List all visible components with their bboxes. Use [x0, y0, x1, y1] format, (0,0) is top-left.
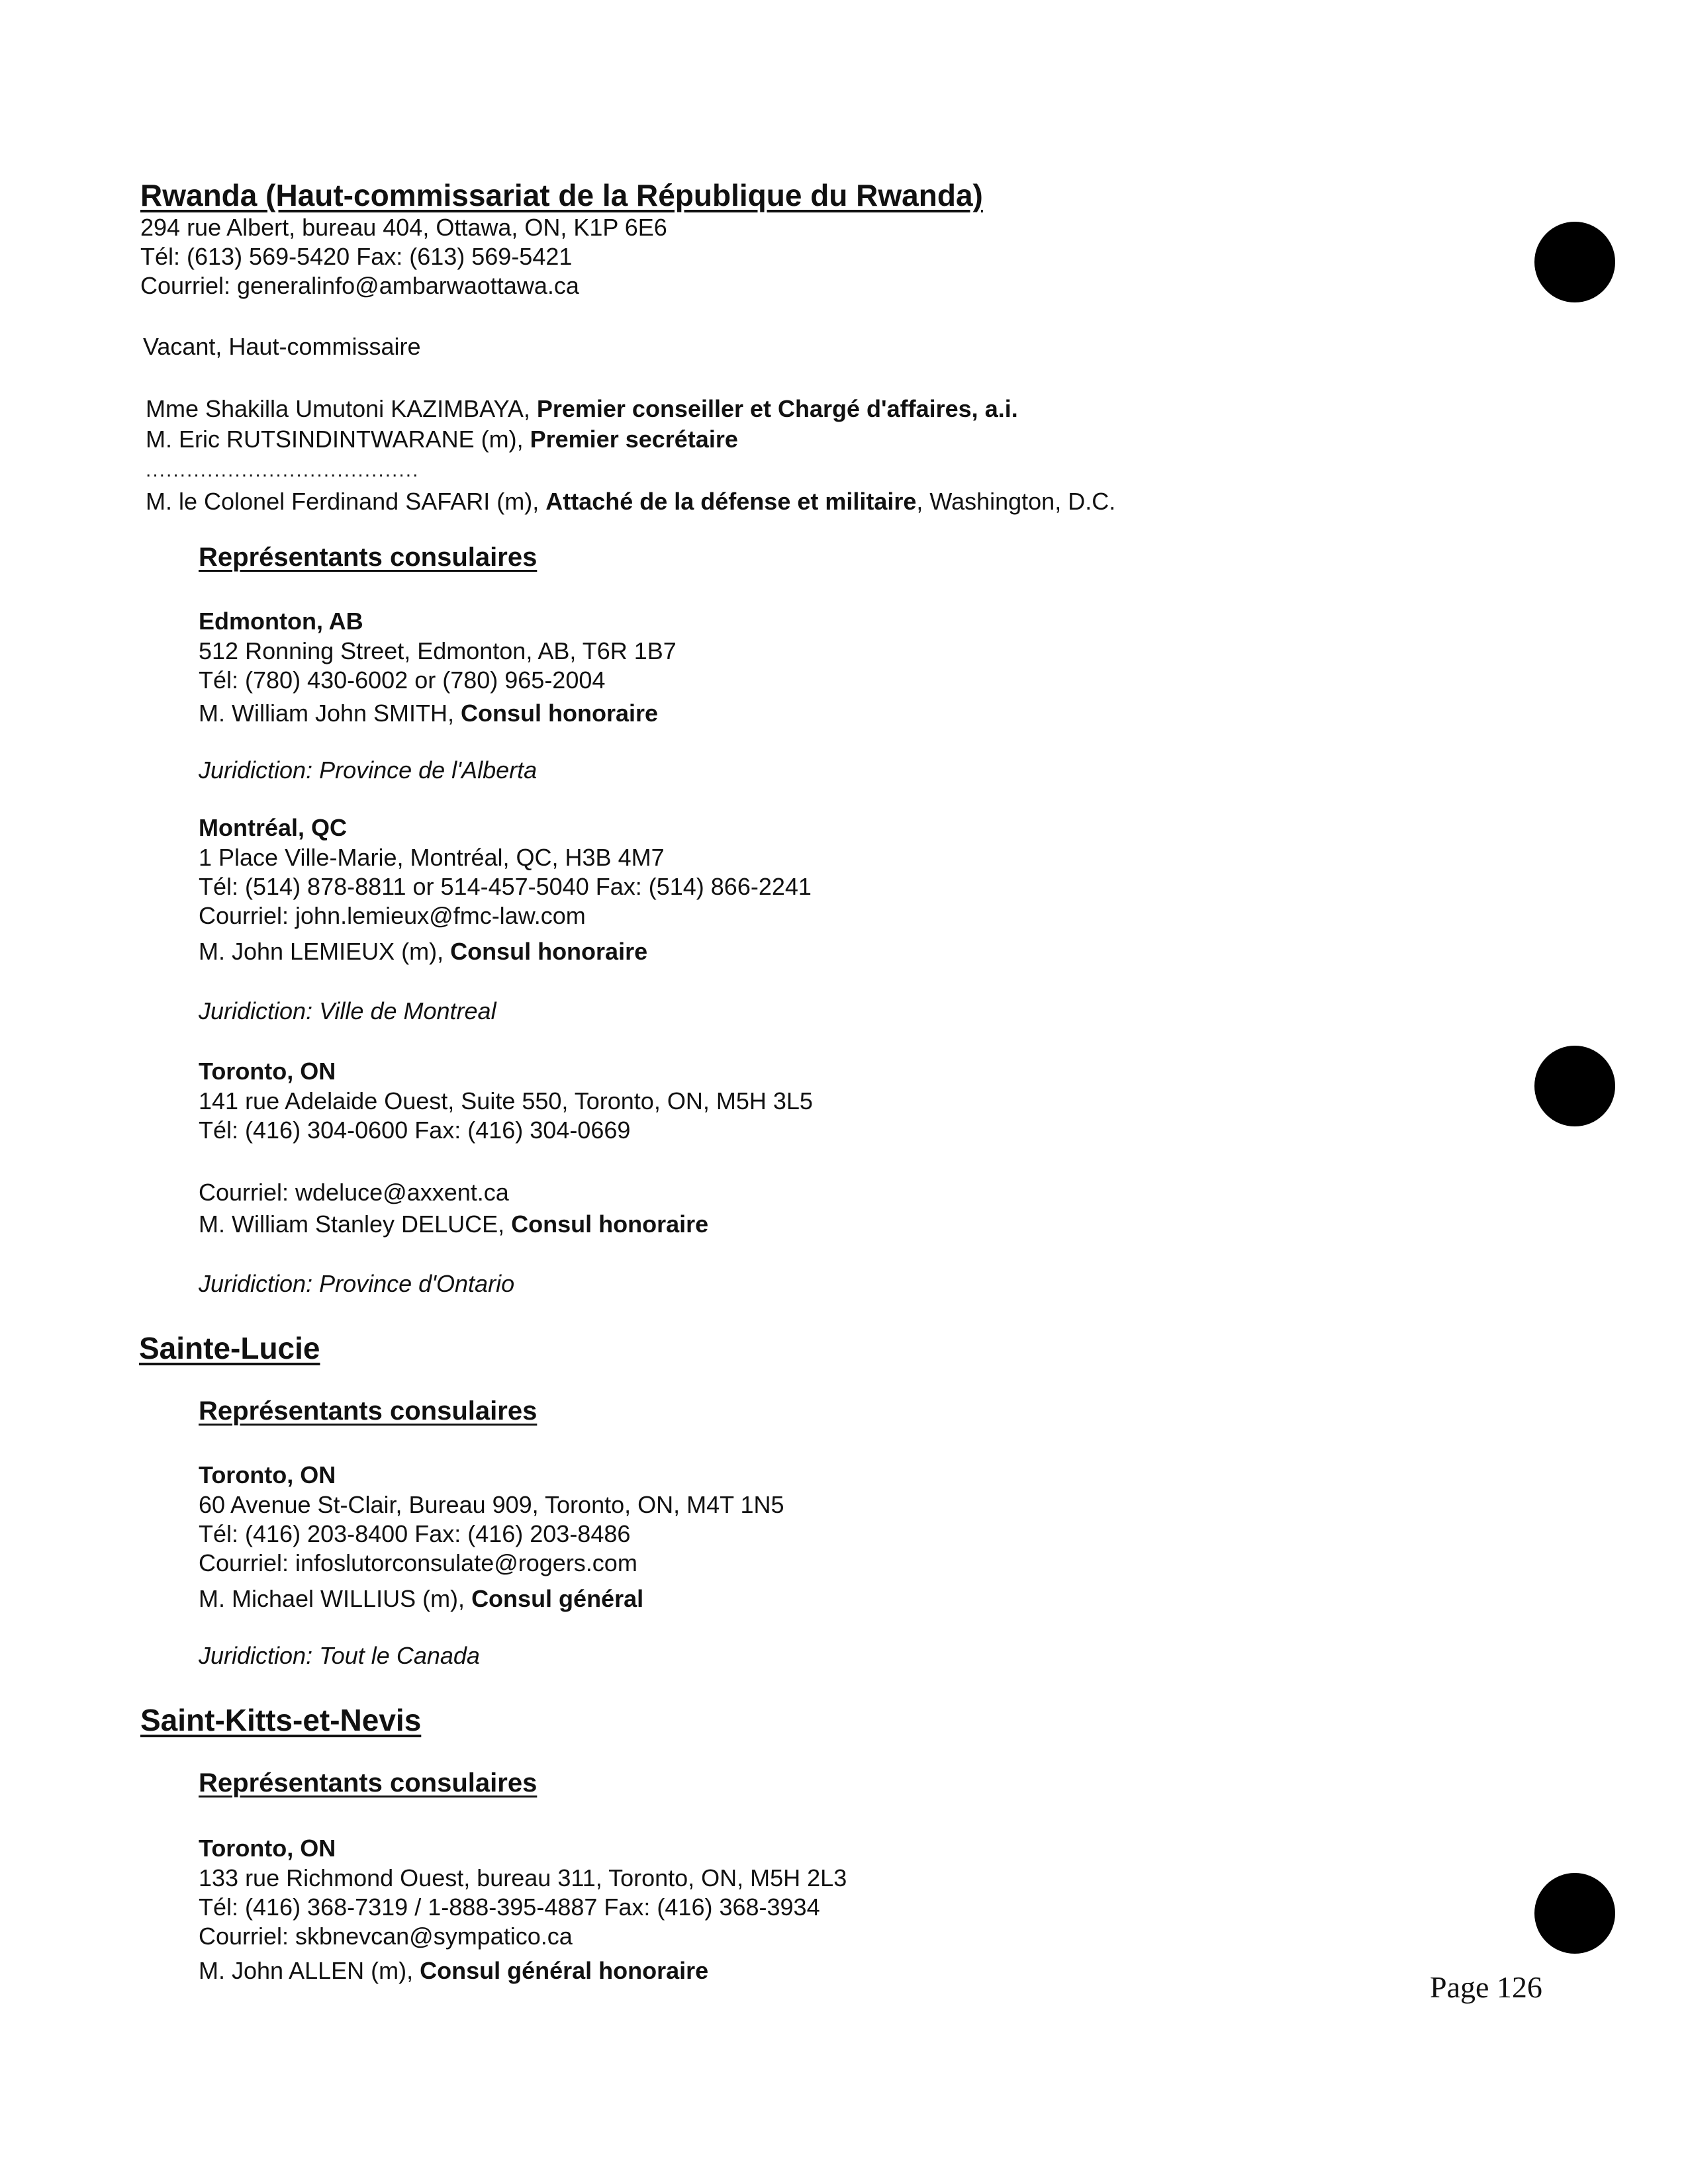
- consular-heading: Représentants consulaires: [199, 1768, 538, 1797]
- attache-title: Attaché de la défense et militaire: [545, 488, 917, 515]
- consul-title: Consul général: [471, 1585, 644, 1612]
- consul-name: M. William Stanley DELUCE,: [199, 1210, 512, 1238]
- consulate-address: 141 rue Adelaide Ouest, Suite 550, Toronto, ON, M5H 3L5: [199, 1087, 813, 1115]
- consul-title: Consul général honoraire: [420, 1957, 709, 1984]
- consulate-address: 133 rue Richmond Ouest, bureau 311, Toronto, ON, M5H 2L3: [199, 1864, 847, 1891]
- punch-hole-bottom: [1534, 1873, 1615, 1954]
- consul-name: M. John ALLEN (m),: [199, 1957, 420, 1984]
- consular-heading: Représentants consulaires: [199, 543, 538, 572]
- staff-name: M. Eric RUTSINDINTWARANE (m),: [146, 426, 530, 453]
- consul-title: Consul honoraire: [450, 938, 648, 965]
- jurisdiction: Juridiction: Tout le Canada: [199, 1642, 480, 1669]
- consulate-city: Edmonton, AB: [199, 608, 363, 635]
- consulate-city: Toronto, ON: [199, 1461, 336, 1488]
- consulate-city: Toronto, ON: [199, 1835, 336, 1862]
- consulate-address: 60 Avenue St-Clair, Bureau 909, Toronto, ON, M4T 1N5: [199, 1491, 784, 1518]
- consul-entry: [199, 699, 658, 728]
- section-heading-sainte-lucie: Sainte-Lucie: [139, 1331, 320, 1365]
- consulate-phone: Tél: (416) 304-0600 Fax: (416) 304-0669: [199, 1116, 631, 1144]
- consul-entry: [199, 1956, 708, 1985]
- attache-location: , Washington, D.C.: [916, 488, 1116, 515]
- consul-title: Consul honoraire: [461, 700, 659, 727]
- consulate-phone: Tél: (514) 878-8811 or 514-457-5040 Fax: (514) 866-2241: [199, 873, 812, 900]
- consulate-city: Toronto, ON: [199, 1058, 336, 1085]
- staff-entry: [146, 394, 1018, 424]
- consulate-phone: Tél: (416) 203-8400 Fax: (416) 203-8486: [199, 1520, 631, 1547]
- consulate-email: Courriel: wdeluce@axxent.ca: [199, 1179, 509, 1206]
- consulate-city: Montréal, QC: [199, 814, 348, 841]
- consul-title: Consul honoraire: [511, 1210, 709, 1238]
- punch-hole-middle: [1534, 1046, 1615, 1126]
- section-heading-rwanda: Rwanda (Haut-commissariat de la République du Rwanda): [140, 178, 983, 212]
- consulate-address: 512 Ronning Street, Edmonton, AB, T6R 1B7: [199, 637, 677, 664]
- rwanda-email: Courriel: generalinfo@ambarwaottawa.ca: [140, 272, 579, 299]
- consular-heading: Représentants consulaires: [199, 1396, 538, 1426]
- staff-entry: [146, 425, 738, 454]
- jurisdiction: Juridiction: Ville de Montreal: [199, 997, 496, 1024]
- consulate-email: Courriel: john.lemieux@fmc-law.com: [199, 902, 586, 929]
- consulate-email: Courriel: skbnevcan@sympatico.ca: [199, 1923, 573, 1950]
- punch-hole-top: [1534, 222, 1615, 302]
- consul-name: M. Michael WILLIUS (m),: [199, 1585, 472, 1612]
- jurisdiction: Juridiction: Province de l'Alberta: [199, 756, 538, 784]
- consulate-email: Courriel: infoslutorconsulate@rogers.com: [199, 1549, 637, 1576]
- consulate-phone: Tél: (780) 430-6002 or (780) 965-2004: [199, 666, 606, 694]
- staff-title: Premier secrétaire: [530, 426, 738, 453]
- rwanda-phone: Tél: (613) 569-5420 Fax: (613) 569-5421: [140, 243, 573, 270]
- attache-name: M. le Colonel Ferdinand SAFARI (m),: [146, 488, 546, 515]
- section-heading-saint-kitts: Saint-Kitts-et-Nevis: [140, 1703, 422, 1737]
- staff-name: Mme Shakilla Umutoni KAZIMBAYA,: [146, 395, 537, 422]
- consulate-address: 1 Place Ville-Marie, Montréal, QC, H3B 4M7: [199, 844, 665, 871]
- rwanda-address: 294 rue Albert, bureau 404, Ottawa, ON, K1P 6E6: [140, 214, 667, 241]
- separator-dots: ........................................: [146, 459, 420, 481]
- consul-entry: [199, 937, 647, 966]
- consul-entry: [199, 1210, 708, 1239]
- page-number: Page 126: [1430, 1970, 1542, 2004]
- consul-name: M. John LEMIEUX (m),: [199, 938, 451, 965]
- staff-title: Premier conseiller et Chargé d'affaires, a.i.: [536, 395, 1018, 422]
- rwanda-vacant: Vacant, Haut-commissaire: [143, 333, 421, 360]
- consul-name: M. William John SMITH,: [199, 700, 461, 727]
- consulate-phone: Tél: (416) 368-7319 / 1-888-395-4887 Fax: (416) 368-3934: [199, 1893, 820, 1921]
- attache-entry: [146, 487, 1115, 516]
- jurisdiction: Juridiction: Province d'Ontario: [199, 1270, 515, 1297]
- consul-entry: [199, 1584, 643, 1614]
